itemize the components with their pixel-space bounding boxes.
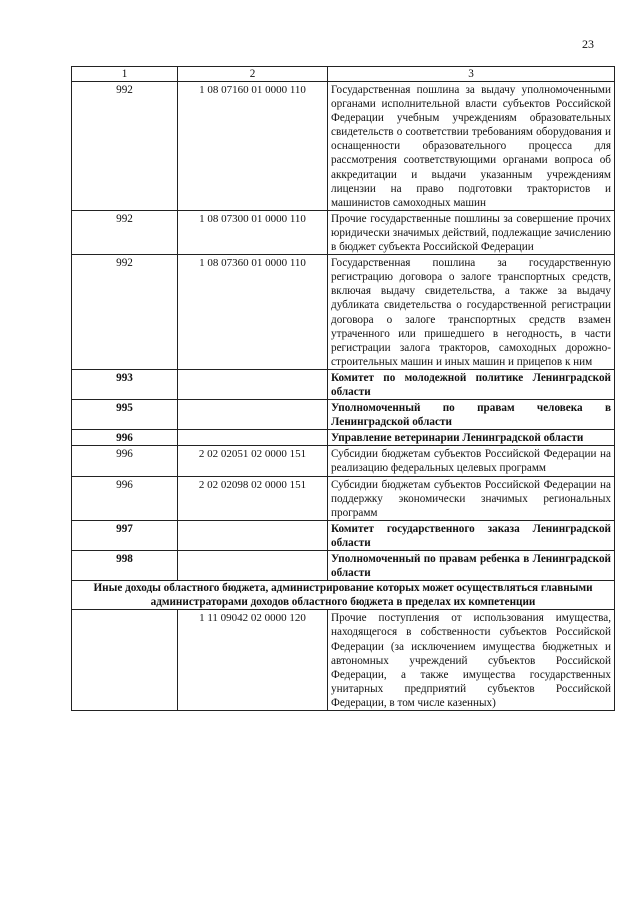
admin-code-cell: 993	[72, 369, 178, 399]
column-header-1: 1	[72, 67, 178, 82]
revenue-code-cell: 2 02 02051 02 0000 151	[178, 446, 328, 476]
administrator-name-cell: Комитет государственного заказа Ленинградской области	[328, 520, 615, 550]
table-row	[72, 210, 615, 254]
admin-code-cell: 998	[72, 551, 178, 581]
column-header-2: 2	[178, 67, 328, 82]
revenue-name-cell: Прочие поступления от использования имущества, находящегося в собственности субъектов Российской Федерации (за исключением имущества бюджетных и автономных учреждений субъектов Российской Федерации, а также имущества государственных унитарных предприятий субъектов Российской Федерации, в том числе казенных)	[328, 610, 615, 711]
table-header-row	[72, 67, 615, 82]
section-heading: Иные доходы областного бюджета, администрирование которых может осуществляться главными администраторами доходов областного бюджета в пределах их компетенции	[72, 581, 615, 610]
administrator-name-cell: Комитет по молодежной политике Ленинградской области	[328, 369, 615, 399]
table-row-administrator	[72, 520, 615, 550]
revenue-code-cell	[178, 551, 328, 581]
administrator-name-cell: Управление ветеринарии Ленинградской области	[328, 430, 615, 446]
table-row	[72, 82, 615, 211]
table-row-administrator	[72, 369, 615, 399]
admin-code-cell: 996	[72, 430, 178, 446]
revenue-code-cell: 1 08 07360 01 0000 110	[178, 255, 328, 370]
revenue-code-cell	[178, 369, 328, 399]
revenue-code-cell	[178, 430, 328, 446]
admin-code-cell: 996	[72, 446, 178, 476]
revenue-code-cell	[178, 400, 328, 430]
admin-code-cell	[72, 610, 178, 711]
section-heading-row	[72, 581, 615, 610]
revenue-code-cell: 1 08 07160 01 0000 110	[178, 82, 328, 211]
table-row	[72, 476, 615, 520]
admin-code-cell: 996	[72, 476, 178, 520]
revenue-code-cell: 1 11 09042 02 0000 120	[178, 610, 328, 711]
revenue-classification-table	[71, 66, 615, 711]
page-number: 23	[582, 37, 594, 51]
table-row-administrator	[72, 430, 615, 446]
table-row	[72, 446, 615, 476]
revenue-name-cell: Государственная пошлина за государственную регистрацию договора о залоге транспортных средств, включая выдачу свидетельства, а также за выдачу дубликата свидетельства о государственной регистрации договора о залоге транспортных средств взамен утраченного или пришедшего в негодность, в части регистрации залога тракторов, самоходных дорожно-строительных машин и иных машин и прицепов к ним	[328, 255, 615, 370]
revenue-code-cell: 1 08 07300 01 0000 110	[178, 210, 328, 254]
admin-code-cell: 992	[72, 255, 178, 370]
revenue-name-cell: Субсидии бюджетам субъектов Российской Федерации на поддержку экономически значимых региональных программ	[328, 476, 615, 520]
revenue-code-cell	[178, 520, 328, 550]
table-row-administrator	[72, 551, 615, 581]
admin-code-cell: 995	[72, 400, 178, 430]
admin-code-cell: 992	[72, 82, 178, 211]
revenue-name-cell: Субсидии бюджетам субъектов Российской Федерации на реализацию федеральных целевых программ	[328, 446, 615, 476]
table-row	[72, 255, 615, 370]
admin-code-cell: 997	[72, 520, 178, 550]
administrator-name-cell: Уполномоченный по правам человека в Ленинградской области	[328, 400, 615, 430]
table-row	[72, 610, 615, 711]
revenue-name-cell: Прочие государственные пошлины за совершение прочих юридически значимых действий, подлежащие зачислению в бюджет субъекта Российской Федерации	[328, 210, 615, 254]
column-header-3: 3	[328, 67, 615, 82]
administrator-name-cell: Уполномоченный по правам ребенка в Ленинградской области	[328, 551, 615, 581]
table-row-administrator	[72, 400, 615, 430]
revenue-code-cell: 2 02 02098 02 0000 151	[178, 476, 328, 520]
admin-code-cell: 992	[72, 210, 178, 254]
revenue-name-cell: Государственная пошлина за выдачу уполномоченными органами исполнительной власти субъектов Российской Федерации учебным учреждениям образовательных свидетельств о соответствии требованиям оборудования и оснащенности образовательного процесса для рассмотрения соответствующими органами вопроса об аккредитации и выдачи указанным учреждениям лицензии на право подготовки трактористов и машинистов самоходных машин	[328, 82, 615, 211]
